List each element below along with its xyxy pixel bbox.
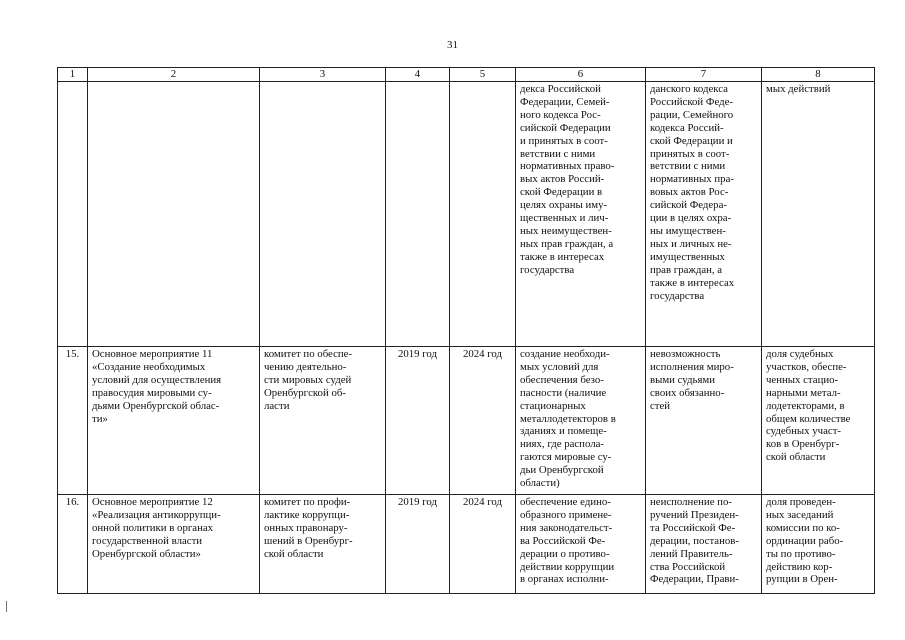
measures-table [57, 67, 875, 594]
start-year-cell [386, 82, 450, 347]
measure-name-cell [88, 82, 260, 347]
start-year-cell: 2019 год [386, 347, 450, 495]
executor-cell: комитет по обеспе- чению деятельно- сти мировых судей Оренбургской об- ласти [260, 347, 386, 495]
end-year-cell [450, 82, 516, 347]
indicator-link-cell: доля судебных участков, обеспе- ченных стацио- нарными метал- лодетекторами, в общем количестве судебных участ- ков в Оренбург- ской области [762, 347, 875, 495]
expected-result-cell: создание необходи- мых условий для обеспечения безо- пасности (наличие стационарных металлодетекторов в зданиях и помеще- ниях, где распола- гаются мировые су- дьи Оренбургской области) [516, 347, 646, 495]
end-year-cell: 2024 год [450, 495, 516, 594]
column-header: 2 [88, 68, 260, 82]
page-number: 31 [447, 39, 458, 51]
column-header: 6 [516, 68, 646, 82]
indicator-link-cell: мых действий [762, 82, 875, 347]
indicator-link-cell: доля проведен- ных заседаний комиссии по ко- ординации рабо- ты по противо- действию кор- рупции в Орен- [762, 495, 875, 594]
table-row-continuation [58, 82, 875, 347]
table-row [58, 495, 875, 594]
scan-edge-mark [6, 601, 7, 612]
expected-result-cell: декса Российской Федерации, Семей- ного кодекса Рос- сийской Федерации и принятых в соот- ветствии с ними нормативных право- вых актов Россий- ской Федерации в целях охраны иму- щественных и лич- ных неимуществен- ных прав граждан, а также в интересах государства [516, 82, 646, 347]
executor-cell: комитет по профи- лактике коррупци- онных правонару- шений в Оренбург- ской области [260, 495, 386, 594]
column-header: 8 [762, 68, 875, 82]
column-header: 3 [260, 68, 386, 82]
executor-cell [260, 82, 386, 347]
expected-result-cell: обеспечение едино- образного примене- ния законодательст- ва Российской Фе- дерации о противо- действии коррупции в органах исполни- [516, 495, 646, 594]
measure-name-cell: Основное мероприятие 12 «Реализация антикоррупци- онной политики в органах государственной власти Оренбургской области» [88, 495, 260, 594]
consequences-cell: невозможность исполнения миро- выми судьями своих обязанно- стей [646, 347, 762, 495]
measure-name-cell: Основное мероприятие 11 «Создание необходимых условий для осуществления правосудия мировыми су- дьями Оренбургской облас- ти» [88, 347, 260, 495]
row-number-cell: 15. [58, 347, 88, 495]
column-header: 5 [450, 68, 516, 82]
row-number-cell [58, 82, 88, 347]
column-number-row [58, 68, 875, 82]
column-header: 7 [646, 68, 762, 82]
column-header: 4 [386, 68, 450, 82]
row-number-cell: 16. [58, 495, 88, 594]
consequences-cell: неисполнение по- ручений Президен- та Российской Фе- дерации, постанов- лений Правитель- ства Российской Федерации, Прави- [646, 495, 762, 594]
column-header: 1 [58, 68, 88, 82]
table-row [58, 347, 875, 495]
end-year-cell: 2024 год [450, 347, 516, 495]
start-year-cell: 2019 год [386, 495, 450, 594]
consequences-cell: данского кодекса Российской Феде- рации, Семейного кодекса Россий- ской Федерации и принятых в соот- ветствии с ними нормативных пра- вовых актов Рос- сийской Федера- ции в целях охра- ны имуществен- ных и личных не- имущественных прав граждан, а также в интересах государства [646, 82, 762, 347]
